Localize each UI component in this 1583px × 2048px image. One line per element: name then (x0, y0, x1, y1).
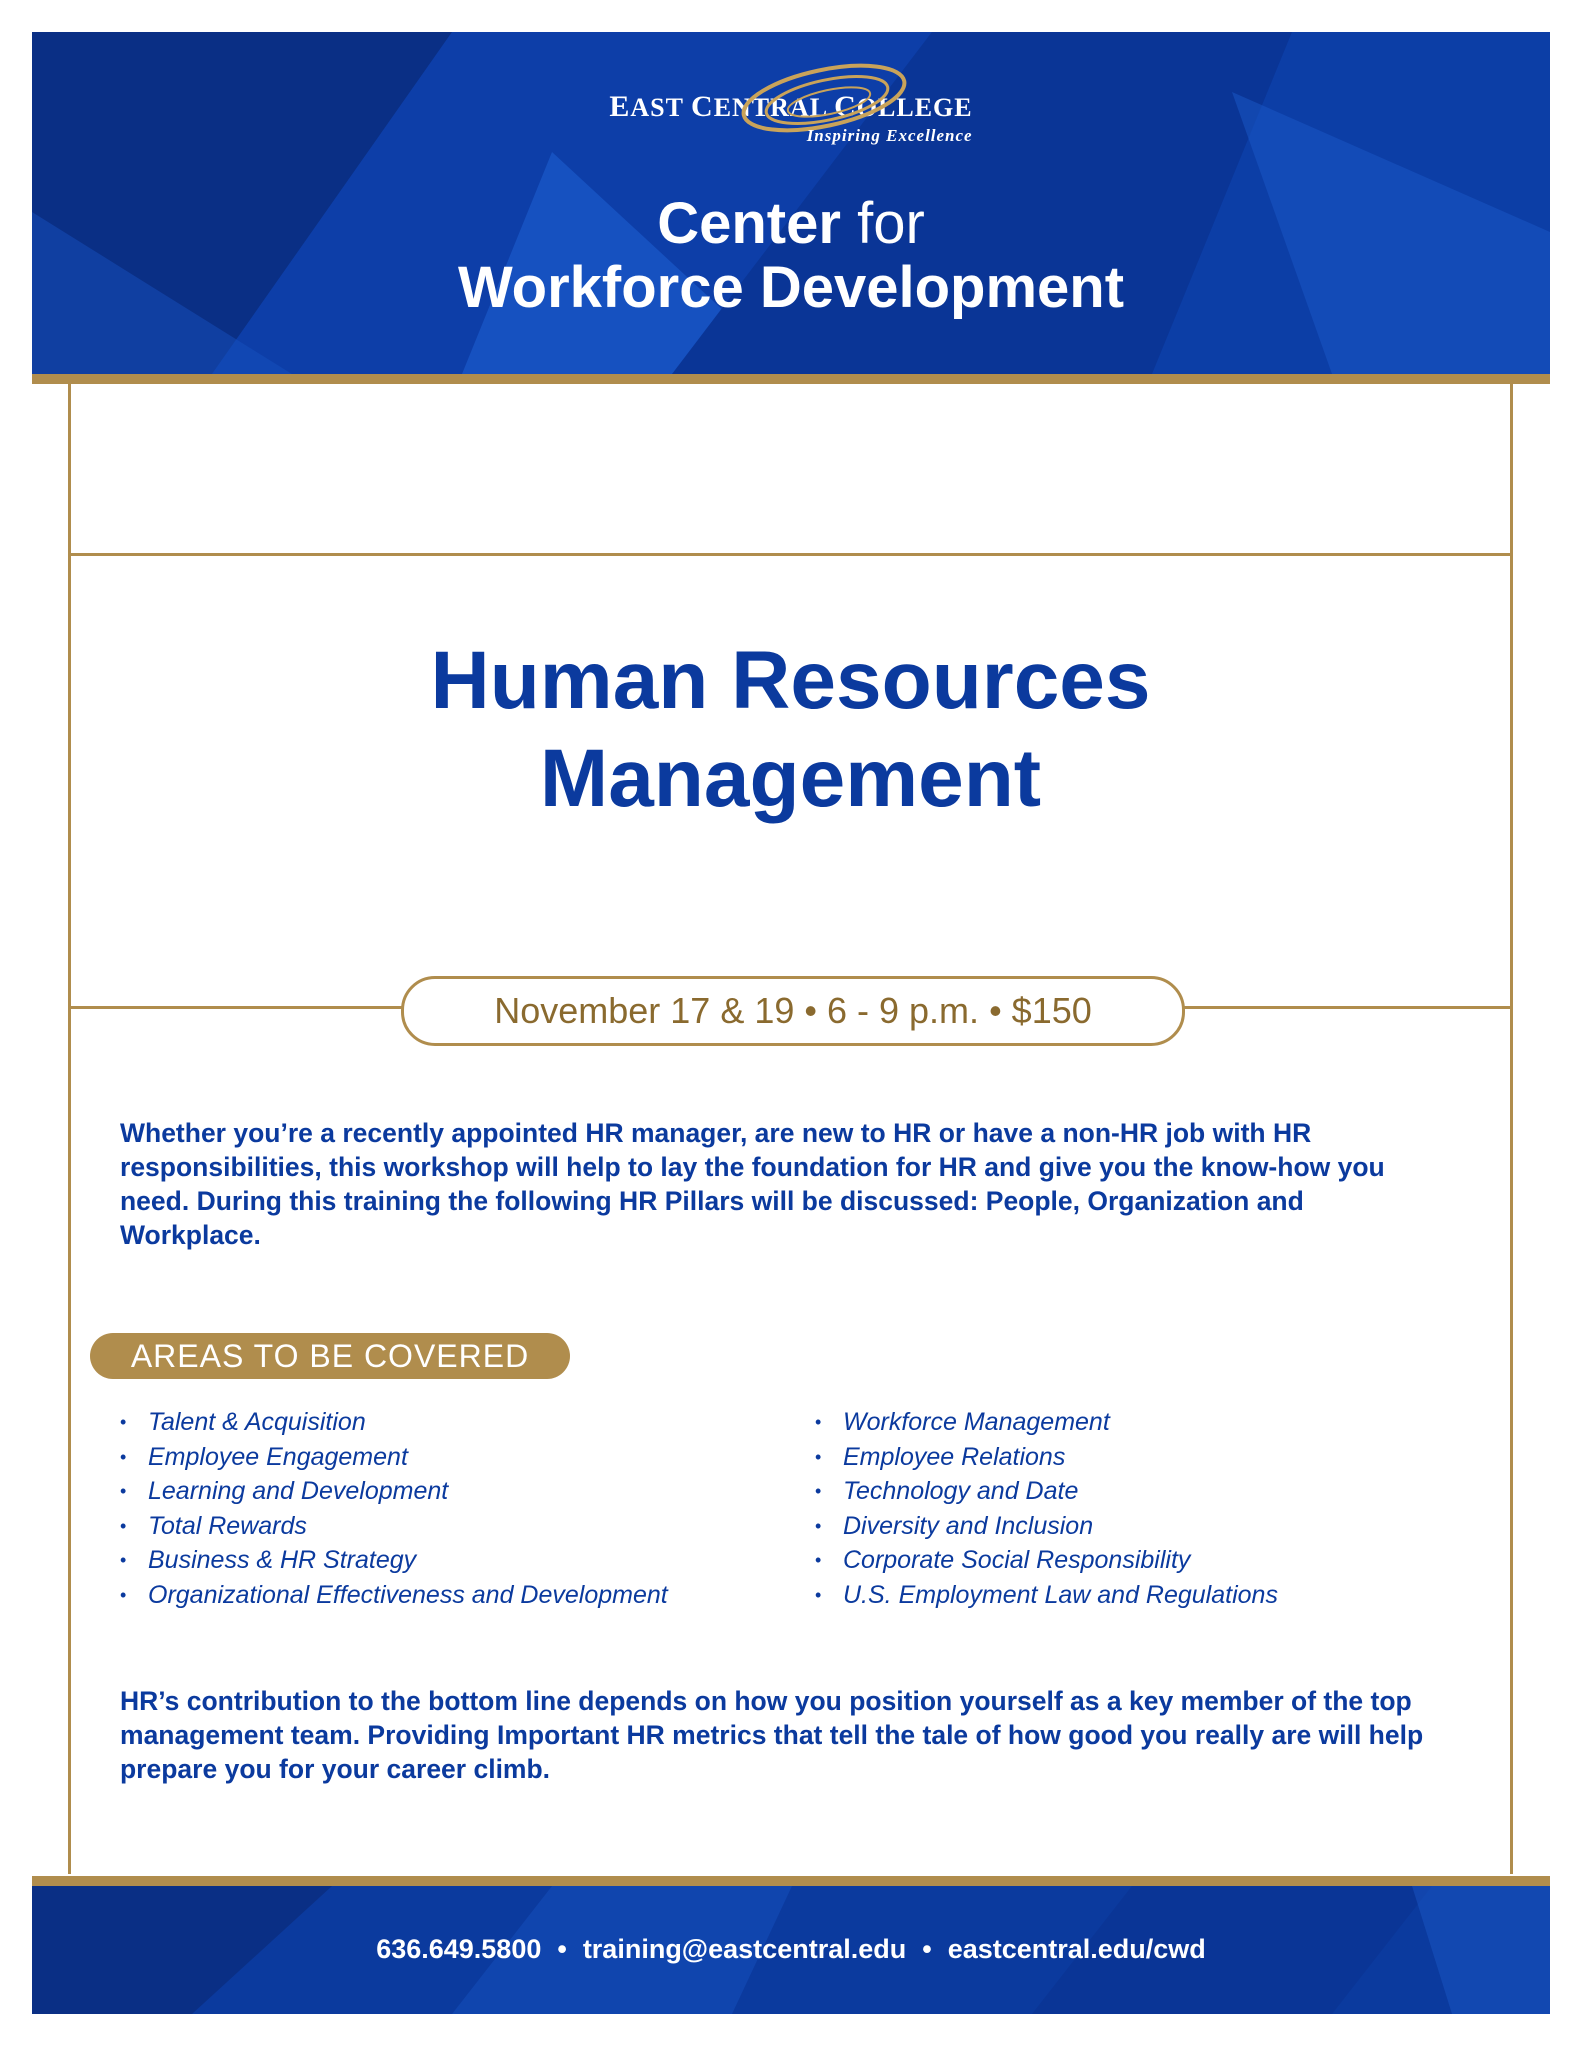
logo-letter: C (691, 90, 714, 123)
logo-letter: E (609, 90, 631, 123)
closing-paragraph: HR’s contribution to the bottom line depends on how you position yourself as a key member of the top management team. Providing Important HR metrics that tell the tale of how good you really are will help prepare you for your career climb. (120, 1686, 1424, 1784)
list-item: • Workforce Management (815, 1405, 1278, 1440)
logo-swoosh-icon (729, 56, 919, 136)
list-item: • Learning and Development (120, 1474, 668, 1509)
event-price: $150 (1011, 990, 1092, 1031)
frame-divider-top (68, 553, 1513, 556)
contact-info (32, 1934, 1550, 1965)
contact-phone[interactable]: 636.649.5800 (376, 1934, 542, 1964)
frame-right-border (1510, 384, 1513, 1874)
logo-letters: AST (630, 93, 692, 122)
center-title-light: for (857, 191, 925, 256)
list-item: • Employee Relations (815, 1440, 1278, 1475)
list-item: • Business & HR Strategy (120, 1543, 668, 1578)
header-banner (32, 32, 1550, 374)
college-name (609, 90, 973, 145)
page-title (68, 632, 1513, 828)
logo-letters: ENTRAL (713, 93, 835, 122)
footer-banner (32, 1886, 1550, 2014)
center-title (32, 192, 1550, 320)
center-title-line2: Workforce Development (457, 255, 1125, 320)
separator-dot: • (922, 1934, 932, 1964)
list-item: • Technology and Date (815, 1474, 1278, 1509)
college-logo (32, 90, 1550, 145)
list-item: • U.S. Employment Law and Regulations (815, 1578, 1278, 1613)
header-gold-bar (32, 374, 1550, 384)
list-item: • Talent & Acquisition (120, 1405, 668, 1440)
contact-email-link[interactable]: training@eastcentral.edu (582, 1934, 907, 1964)
separator-dot: • (804, 990, 817, 1031)
page-title-line1: Human Resources (430, 635, 1151, 726)
areas-heading: AREAS TO BE COVERED (90, 1333, 570, 1379)
event-details-pill (401, 976, 1185, 1046)
logo-letters: OLLEGE (856, 93, 973, 122)
list-item: • Diversity and Inclusion (815, 1509, 1278, 1544)
page-title-line2: Management (539, 733, 1042, 824)
areas-list-right (815, 1405, 1278, 1612)
logo-letter: C (834, 90, 857, 123)
list-item: • Total Rewards (120, 1509, 668, 1544)
separator-dot: • (557, 1934, 567, 1964)
frame-left-border (68, 384, 71, 1874)
center-title-bold: Center (657, 191, 841, 256)
event-dates: November 17 & 19 (494, 990, 795, 1031)
separator-dot: • (989, 990, 1002, 1031)
list-item: • Organizational Effectiveness and Development (120, 1578, 668, 1613)
event-time: 6 - 9 p.m. (827, 990, 980, 1031)
list-item: • Employee Engagement (120, 1440, 668, 1475)
contact-website-link[interactable]: eastcentral.edu/cwd (947, 1934, 1206, 1964)
list-item: • Corporate Social Responsibility (815, 1543, 1278, 1578)
college-tagline: Inspiring Excellence (806, 126, 973, 145)
intro-paragraph: Whether you’re a recently appointed HR manager, are new to HR or have a non-HR job with HR responsibilities, this workshop will help to lay the foundation for HR and give you the know-how you need. During this training the following HR Pillars will be discussed: People, Organization and Workplace. (120, 1118, 1385, 1250)
footer-gold-bar (32, 1876, 1550, 1886)
areas-list-left (120, 1405, 668, 1612)
